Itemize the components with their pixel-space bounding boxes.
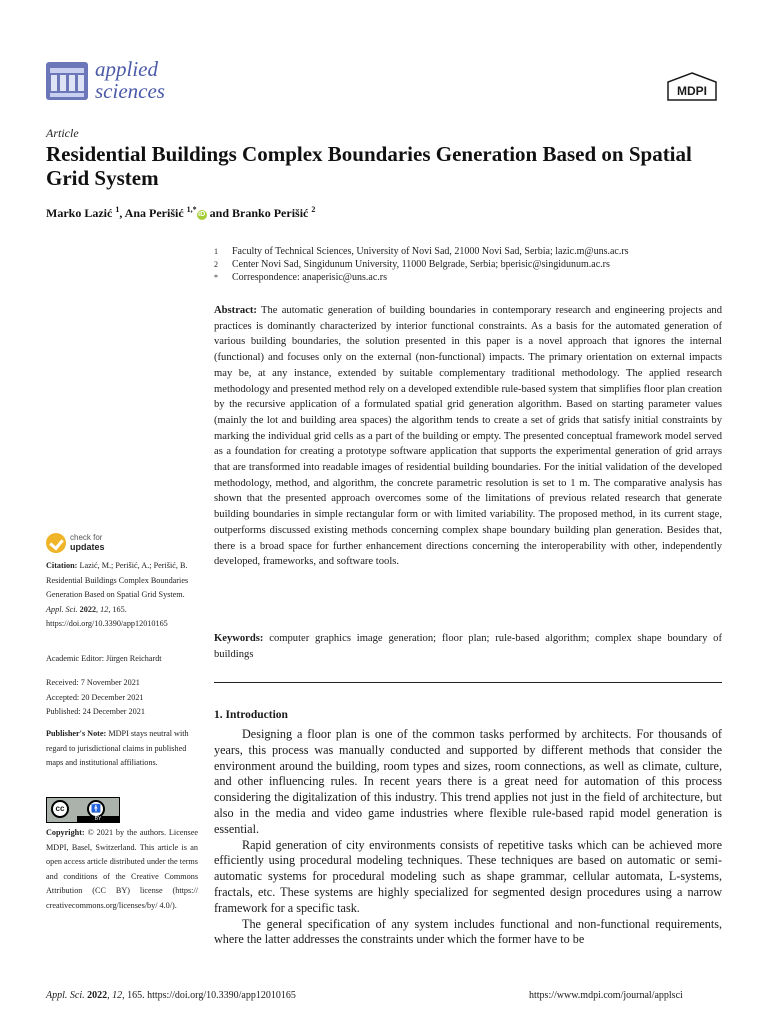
- author-name[interactable]: Ana Perišić: [124, 206, 184, 220]
- author-list: Marko Lazić $^1$, Ana Perišić $^{1,*}$iD and Branko Perišić $^2$: [46, 205, 316, 220]
- publication-dates: Received: 7 November 2021 Accepted: 20 December 2021 Published: 24 December 2021: [46, 678, 145, 716]
- creative-commons-icon: cc: [51, 800, 69, 818]
- citation-doi-link[interactable]: , 165. https://doi.org/10.3390/app12010165: [46, 604, 168, 628]
- academic-editor: Academic Editor: Jürgen Reichardt: [46, 654, 162, 663]
- keywords-text: computer graphics image generation; floor plan; rule-based algorithm; complex shape boundary of buildings: [214, 633, 722, 660]
- affiliation-item: 2 Center Novi Sad, Singidunum University, 11000 Belgrade, Serbia; bperisic@singidunum.ac.rs: [214, 259, 610, 270]
- section-heading: 1. Introduction: [214, 709, 288, 721]
- affiliations: [214, 245, 734, 284]
- orcid-icon[interactable]: iD: [198, 211, 206, 218]
- footer-journal-link[interactable]: https://www.mdpi.com/journal/applsci: [529, 990, 683, 1001]
- author-name[interactable]: Marko Lazić: [46, 206, 113, 220]
- paragraph: Rapid generation of city environments consists of repetitive tasks which can be achieved more efficiently using procedural modeling techniques. These techniques are based on automatic or semi-automatic systems for procedural modeling such as shape grammar, cellular automata, L-systems, fractals, etc. These systems are highly specialized for segmented design procedures using a narrow framework for a specific task.: [214, 837, 722, 915]
- publisher-note: Publisher's Note: MDPI stays neutral with regard to jurisdictional claims in published maps and institutional affiliations.: [46, 729, 189, 767]
- abstract-text: The automatic generation of building boundaries in contemporary research and engineering projects and practices is dominantly characterized by interior functional constraints. As a basis for the automated generation of various building boundaries, the solution presented in this paper is a novel approach that ignores the internal (functional) and focuses only on the external (non-functional) impacts. The primary orientation on external impacts may be, at any instance, extended by suitable complementary traditional methodology. The applied research methodology and presented method rely on a developed extendible rule-based system that simplifies floor plan creation by the recursive application of a formulated spatial grid generation algorithm. Based on starting parameter values (mainly the lot and building area spaces) the algorithm tends to create a set of grids that satisfy initial constraints by marking the individual grid cells as a part of the building or empty. The presented conceptual framework model served as a foundation for creating a prototype software application that supports the experimental generation of grid arrays that are transformed into readable images of residential building boundaries. For the initial validation of the developed methodology, method, and algorithm, the concrete parametric resolution is set to 1 m. The comparative analysis has shown that the presented approach overcomes some of the limitations of previous related research that generate building boundaries in simple rectangular form or with limited variability. The proposed method, in its current stage, outperforms discussed existing methods concerning complex shape boundary building plan generation. Besides that, there is a broad space for further enhancement directions concerning the interoperability with other, independently developed, frameworks, and software tools.: [214, 305, 722, 568]
- mdpi-logo-icon: [666, 72, 718, 102]
- article-type: Article: [46, 126, 79, 140]
- footer-doi-link[interactable]: , 165. https://doi.org/10.3390/app12010165: [122, 990, 296, 1001]
- attribution-person-icon: 🚹: [87, 800, 105, 818]
- author-name[interactable]: Branko Perišić: [232, 206, 309, 220]
- copyright-block: Copyright: © 2021 by the authors. Licensee MDPI, Basel, Switzerland. This article is an open access article distributed under the terms and conditions of the Creative Commons Attribution (CC BY) license (https:// creativecommons.org/licenses/by/ 4.0/).: [46, 828, 199, 910]
- paragraph: Designing a floor plan is one of the common tasks performed by architects. For thousands of years, this process was manually conducted and supported by different methods that consider the environment around the building, room types and sizes, room connections, as well as climate, culture, and other influencing rules. In recent years there is a great need for automation of this process considering the digitalization of this industry. This trend applies not just in the field of architecture, but also in the media and video game industries where flexible rule-based rapid model generation is essential.: [214, 727, 722, 836]
- check-updates-icon: [46, 533, 66, 553]
- section-divider: [214, 682, 722, 683]
- citation-block: Citation: Lazić, M.; Perišić, A.; Perišić, B. Residential Buildings Complex Boundaries Generation Based on Spatial Grid System. Appl. Sci. 2022, 12, 165. https://doi.org/10.3390/app12010165: [46, 561, 189, 628]
- paragraph: The general specification of any system includes functional and non-functional requirements, where the latter addresses the constraints under which the former have to be: [214, 916, 722, 947]
- svg-text:MDPI: MDPI: [677, 84, 707, 98]
- article-title: Residential Buildings Complex Boundaries Generation Based on Spatial Grid System: [46, 142, 692, 190]
- section-body: [214, 727, 722, 948]
- abstract: [214, 303, 722, 570]
- mdpi-logo[interactable]: [666, 72, 718, 102]
- abstract-label: Abstract:: [214, 305, 257, 316]
- journal-emblem-icon: [46, 62, 88, 100]
- correspondence-item: * Correspondence: anaperisic@uns.ac.rs: [214, 272, 387, 283]
- journal-logo[interactable]: [46, 57, 286, 108]
- check-for-updates-button[interactable]: check for updates: [46, 533, 166, 555]
- keywords-label: Keywords:: [214, 633, 264, 644]
- keywords: [214, 631, 722, 662]
- footer-citation: Appl. Sci. 2022, 12, 165. https://doi.org/10.3390/app12010165: [46, 990, 296, 1001]
- cc-license-badge[interactable]: cc 🚹 BY: [46, 797, 120, 823]
- journal-name: applied sciences: [95, 57, 165, 103]
- affiliation-item: 1 Faculty of Technical Sciences, University of Novi Sad, 21000 Novi Sad, Serbia; lazic.m@uns.ac.rs: [214, 246, 629, 257]
